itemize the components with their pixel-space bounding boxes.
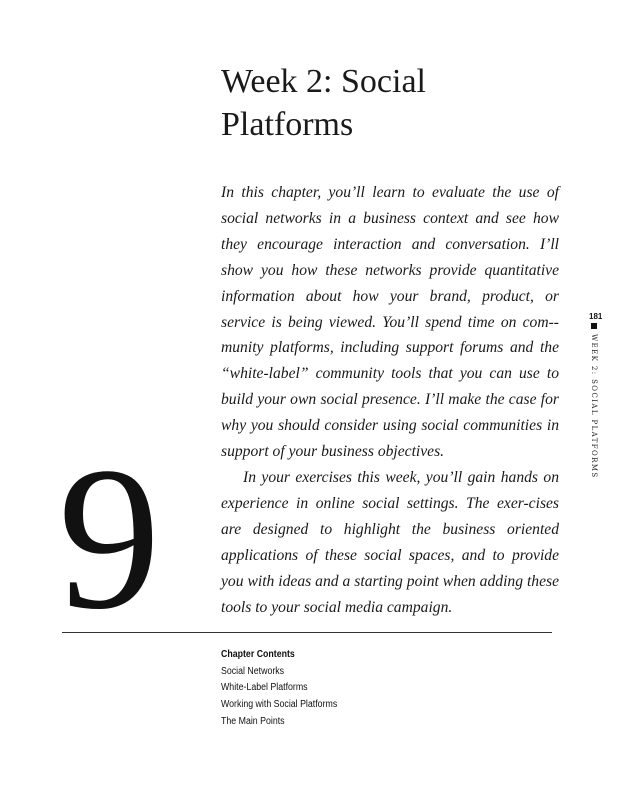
divider-rule xyxy=(62,632,552,633)
chapter-contents-item: Working with Social Platforms xyxy=(221,699,338,711)
intro-paragraph-2: In your exercises this week, you’ll gain hands on experience in online social settings. The exer-cises are designed to highlight the business oriented applications of these social spaces, and to provide you with ideas and a starting point when adding these tools to your social media campaign. xyxy=(221,468,559,616)
chapter-title xyxy=(221,60,561,146)
intro-paragraph-1: In this chapter, you’ll learn to evaluate the use of social networks in a business context and see how they encourage interaction and conversation. I’ll show you how these networks provide quantitative information about how your brand, product, or service is being viewed. You’ll spend time on com-munity platforms, including support forums and the “white-label” community tools that you can use to build your own social presence. I’ll make the case for why you should consider using social communities in support of your business objectives. xyxy=(221,184,559,461)
chapter-contents xyxy=(221,647,337,731)
chapter-number: 9 xyxy=(58,425,161,652)
chapter-contents-heading: Chapter Contents xyxy=(221,649,295,660)
page-number: 181 xyxy=(589,312,603,321)
running-head: WEEK 2: SOCIAL PLATFORMS xyxy=(590,334,598,479)
chapter-intro xyxy=(221,180,559,620)
chapter-title-line-1: Week 2: Social xyxy=(221,63,426,100)
chapter-contents-item: The Main Points xyxy=(221,715,285,727)
chapter-contents-item: Social Networks xyxy=(221,665,285,677)
chapter-title-line-2: Platforms xyxy=(221,106,354,143)
square-bullet-icon xyxy=(591,323,597,329)
side-tab xyxy=(589,312,603,479)
chapter-contents-item: White-Label Platforms xyxy=(221,682,308,694)
chapter-contents-list xyxy=(221,664,337,731)
